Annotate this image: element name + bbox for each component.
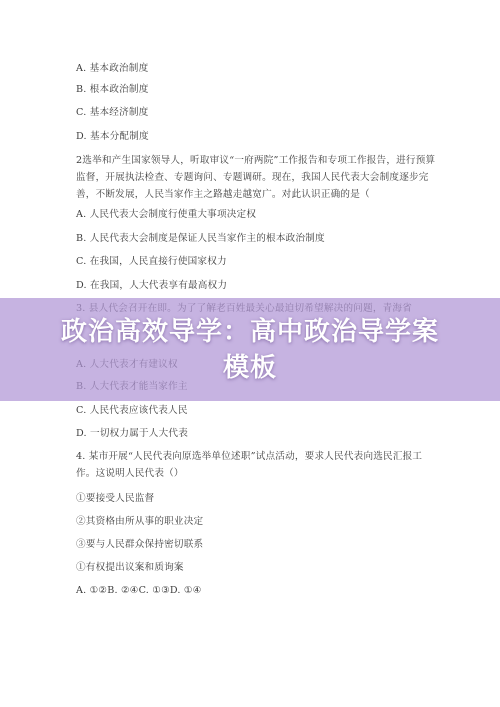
question-2-text: 2选举和产生国家领导人，听取审议“一府两院”工作报告和专项工作报告，进行预算监督，开展执法检查、专题询问、专题调研。现在，我国人民代表大会制度逐步完善，不断发展，人民当家作主之路越走越宽广。对此认识正确的是（ (76, 155, 436, 200)
question-4-text: 4. 某市开展“人民代表向原选举单位述职”试点活动，要求人民代表向选民汇报工作。这说明人民代表（） (76, 451, 423, 479)
q2-option-b: B. 人民代表大会制度是保证人民当家作主的根本政治制度 (76, 233, 325, 244)
option-a-line: A. 基本政治制度 (76, 63, 149, 74)
q2-option-d: D. 在我国，人大代表享有最高权力 (76, 280, 228, 291)
option-c-line: C. 基本经济制度 (76, 107, 149, 118)
q4-item-4: ①有权提出议案和质询案 (76, 562, 184, 573)
banner-title: 政治高效导学：高中政治导学案模板 (60, 316, 439, 383)
q4-item-2: ②其资格由所从事的职业决定 (76, 516, 204, 527)
q4-answer-options: A. ①②B. ②④C. ①③D. ①④ (76, 585, 202, 596)
q3-option-d: D. 一切权力属于人大代表 (76, 428, 188, 439)
option-b-line: B. 根本政治制度 (76, 84, 149, 95)
q3-option-c: C. 人民代表应该代表人民 (76, 405, 188, 416)
q2-option-c: C. 在我国，人民直接行使国家权力 (76, 256, 227, 267)
q4-item-1: ①要接受人民监督 (76, 493, 155, 504)
q4-item-3: ③要与人民群众保持密切联系 (76, 539, 204, 550)
option-d-line: D. 基本分配制度 (76, 131, 149, 142)
title-banner (0, 298, 500, 401)
q2-option-a: A. 人民代表大会制度行使重大事项决定权 (76, 209, 257, 220)
